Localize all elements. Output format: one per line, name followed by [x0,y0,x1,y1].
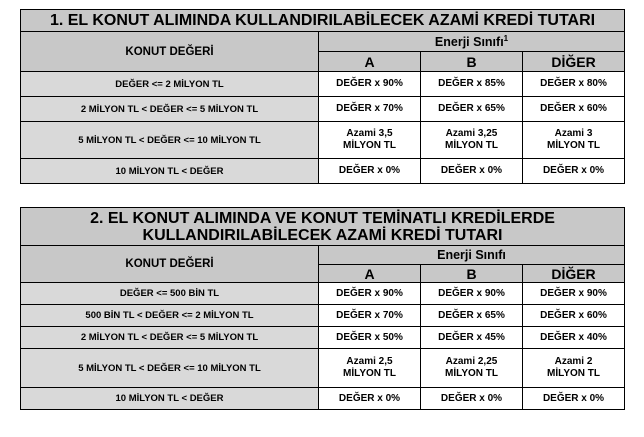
cell-value: DEĞER x 65% [421,305,523,327]
cell-value: DEĞER x 80% [523,72,625,97]
class-other-header: DİĞER [523,52,625,72]
footnote-marker: 1 [503,33,509,43]
class-a-header: A [319,52,421,72]
cell-value: DEĞER x 45% [421,327,523,349]
cell-value: DEĞER x 85% [421,72,523,97]
cell-value: Azami 3 MİLYON TL [523,122,625,159]
cell-value: Azami 3,25 MİLYON TL [421,122,523,159]
cell-value: DEĞER x 90% [421,283,523,305]
cell-value: DEĞER x 0% [421,388,523,410]
second-hand-loan-table [20,207,625,410]
cell-value: Azami 2,25 MİLYON TL [421,349,523,388]
cell-value: Azami 3,5 MİLYON TL [319,122,421,159]
energy-class-header: Enerji Sınıfı [319,246,625,265]
row-label: 10 MİLYON TL < DEĞER [21,388,319,410]
cell-value: DEĞER x 70% [319,97,421,122]
cell-value: DEĞER x 50% [319,327,421,349]
cell-value: DEĞER x 0% [319,388,421,410]
row-label: DEĞER <= 2 MİLYON TL [21,72,319,97]
table-row [21,327,625,349]
cell-value: Azami 2,5 MİLYON TL [319,349,421,388]
table-row [21,349,625,388]
table-row [21,97,625,122]
cell-value: Azami 2 MİLYON TL [523,349,625,388]
row-label: DEĞER <= 500 BİN TL [21,283,319,305]
property-value-header: KONUT DEĞERİ [21,32,319,72]
row-label: 2 MİLYON TL < DEĞER <= 5 MİLYON TL [21,327,319,349]
cell-value: DEĞER x 40% [523,327,625,349]
class-a-header: A [319,265,421,283]
row-label: 10 MİLYON TL < DEĞER [21,159,319,184]
cell-value: DEĞER x 0% [421,159,523,184]
cell-value: DEĞER x 65% [421,97,523,122]
table-row [21,159,625,184]
table-row [21,283,625,305]
row-label: 5 MİLYON TL < DEĞER <= 10 MİLYON TL [21,349,319,388]
property-value-header: KONUT DEĞERİ [21,246,319,283]
cell-value: DEĞER x 60% [523,305,625,327]
row-label: 500 BİN TL < DEĞER <= 2 MİLYON TL [21,305,319,327]
cell-value: DEĞER x 0% [523,388,625,410]
table-row [21,388,625,410]
table-row [21,72,625,97]
class-other-header: DİĞER [523,265,625,283]
table-row [21,122,625,159]
energy-class-header: Enerji Sınıfı$^1$ [319,32,625,52]
cell-value: DEĞER x 0% [523,159,625,184]
cell-value: DEĞER x 90% [319,283,421,305]
cell-value: DEĞER x 90% [523,283,625,305]
table-title: 2. EL KONUT ALIMINDA VE KONUT TEMİNATLI KREDİLERDE KULLANDIRILABİLECEK AZAMİ KREDİ TUTARI [21,208,625,246]
table-row [21,305,625,327]
row-label: 5 MİLYON TL < DEĞER <= 10 MİLYON TL [21,122,319,159]
class-b-header: B [421,265,523,283]
cell-value: DEĞER x 90% [319,72,421,97]
first-home-loan-table [20,9,625,184]
class-b-header: B [421,52,523,72]
cell-value: DEĞER x 70% [319,305,421,327]
row-label: 2 MİLYON TL < DEĞER <= 5 MİLYON TL [21,97,319,122]
cell-value: DEĞER x 0% [319,159,421,184]
cell-value: DEĞER x 60% [523,97,625,122]
table-title: 1. EL KONUT ALIMINDA KULLANDIRILABİLECEK AZAMİ KREDİ TUTARI [21,10,625,32]
